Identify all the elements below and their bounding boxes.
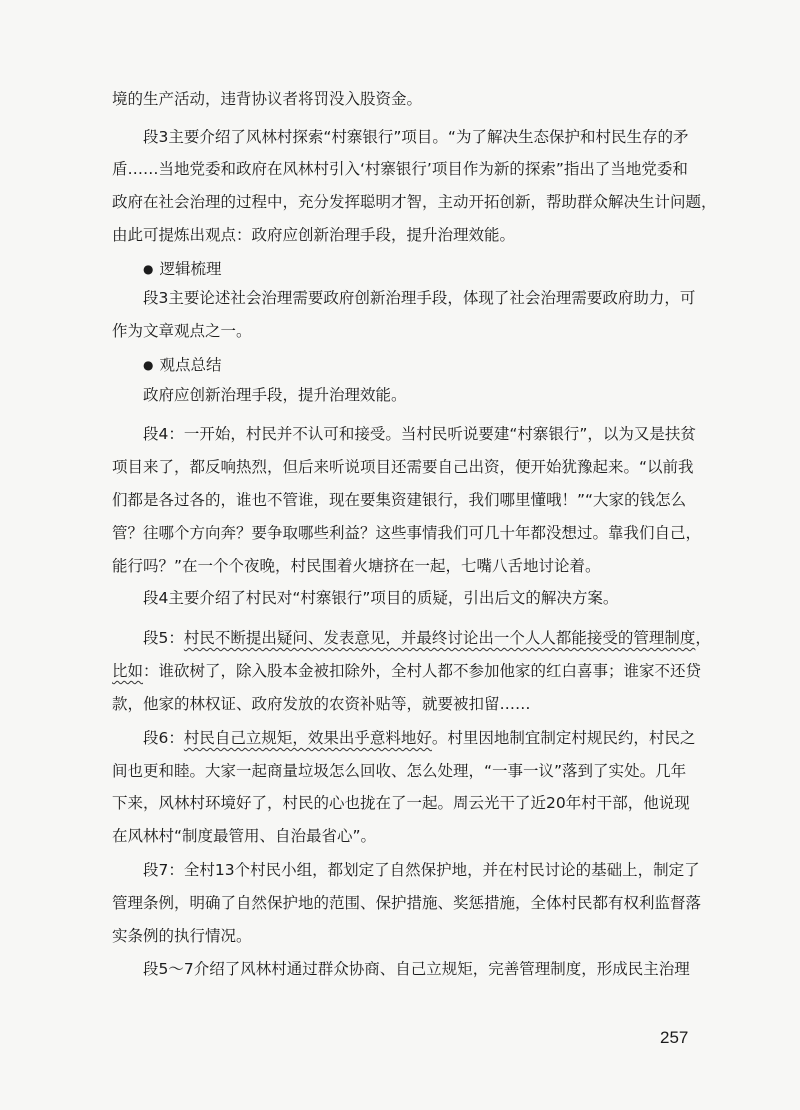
text-line: [143, 627, 711, 649]
text-span: 段5：: [143, 629, 184, 647]
text-span: ，: [695, 629, 711, 647]
text-line: 项目来了，都反响热烈，但后来听说项目还需要自己出资，便开始犹豫起来。“以前我: [112, 458, 694, 476]
text-span: ：谁砍树了，除入股本金被扣除外，全村人都不参加他家的红白喜事；谁家不还贷: [143, 662, 702, 680]
bullet-icon: ●: [143, 262, 154, 276]
bullet-icon: ●: [143, 358, 154, 372]
text-line: 下来，风林村环境好了，村民的心也拢在了一起。周云光干了近20年村干部，他说现: [112, 794, 690, 812]
text-line: 段3主要论述社会治理需要政府创新治理手段，体现了社会治理需要政府助力，可: [143, 289, 696, 307]
section-heading: [143, 258, 222, 281]
text-line: 段4：一开始，村民并不认可和接受。当村民听说要建“村寨银行”，以为又是扶贫: [143, 425, 696, 443]
text-line: 盾……当地党委和政府在风林村引入‘村寨银行’项目作为新的探索”指出了当地党委和: [112, 160, 688, 178]
text-line: 政府应创新治理手段，提升治理效能。: [143, 386, 407, 404]
text-line: [112, 660, 701, 682]
heading-text: 观点总结: [159, 356, 222, 374]
text-line: 段5～7介绍了风林村通过群众协商、自己立规矩，完善管理制度，形成民主治理: [143, 960, 690, 978]
text-line: 间也更和睦。大家一起商量垃圾怎么回收、怎么处理，“一事一议”落到了实处。几年: [112, 762, 687, 780]
heading-text: 逻辑梳理: [159, 260, 222, 278]
text-line: 段3主要介绍了风林村探索“村寨银行”项目。“为了解决生态保护和村民生存的矛: [143, 128, 689, 146]
text-span: 。村里因地制宜制定村规民约，村民之: [431, 729, 696, 747]
text-line: [143, 727, 695, 749]
wavy-underlined-text: 比如: [112, 662, 144, 680]
text-line: 由此可提炼出观点：政府应创新治理手段，提升治理效能。: [112, 226, 516, 244]
text-line: 作为文章观点之一。: [112, 322, 252, 340]
text-line: 管？往哪个方向奔？要争取哪些利益？这些事情我们可几十年都没想过。靠我们自己，: [112, 524, 702, 542]
section-heading: [143, 354, 222, 377]
text-line: 实条例的执行情况。: [112, 927, 252, 945]
wavy-underlined-text: 村民自己立规矩，效果出乎意料地好: [183, 729, 432, 747]
text-line: 段4主要介绍了村民对“村寨银行”项目的质疑，引出后文的解决方案。: [143, 589, 619, 607]
text-line: 们都是各过各的，谁也不管谁，现在要集资建银行，我们哪里懂哦！”“大家的钱怎么: [112, 491, 687, 509]
text-line: 能行吗？”在一个个夜晚，村民围着火塘挤在一起，七嘴八舌地讨论着。: [112, 557, 601, 575]
wavy-underlined-text: 村民不断提出疑问、发表意见，并最终讨论出一个人人都能接受的管理制度: [183, 629, 696, 647]
text-line: 段7：全村13个村民小组，都划定了自然保护地，并在村民讨论的基础上，制定了: [143, 861, 700, 879]
text-line: 款，他家的林权证、政府发放的农资补贴等，就要被扣留……: [112, 695, 531, 713]
text-line: 管理条例，明确了自然保护地的范围、保护措施、奖惩措施，全体村民都有权利监督落: [112, 894, 702, 912]
text-line: 政府在社会治理的过程中，充分发挥聪明才智，主动开拓创新，帮助群众解决生计问题，: [112, 193, 717, 211]
page-number: 257: [660, 1028, 689, 1047]
text-line: 境的生产活动，违背协议者将罚没入股资金。: [112, 90, 423, 108]
text-line: 在风林村“制度最管用、自治最省心”。: [112, 827, 377, 845]
text-span: 段6：: [143, 729, 184, 747]
